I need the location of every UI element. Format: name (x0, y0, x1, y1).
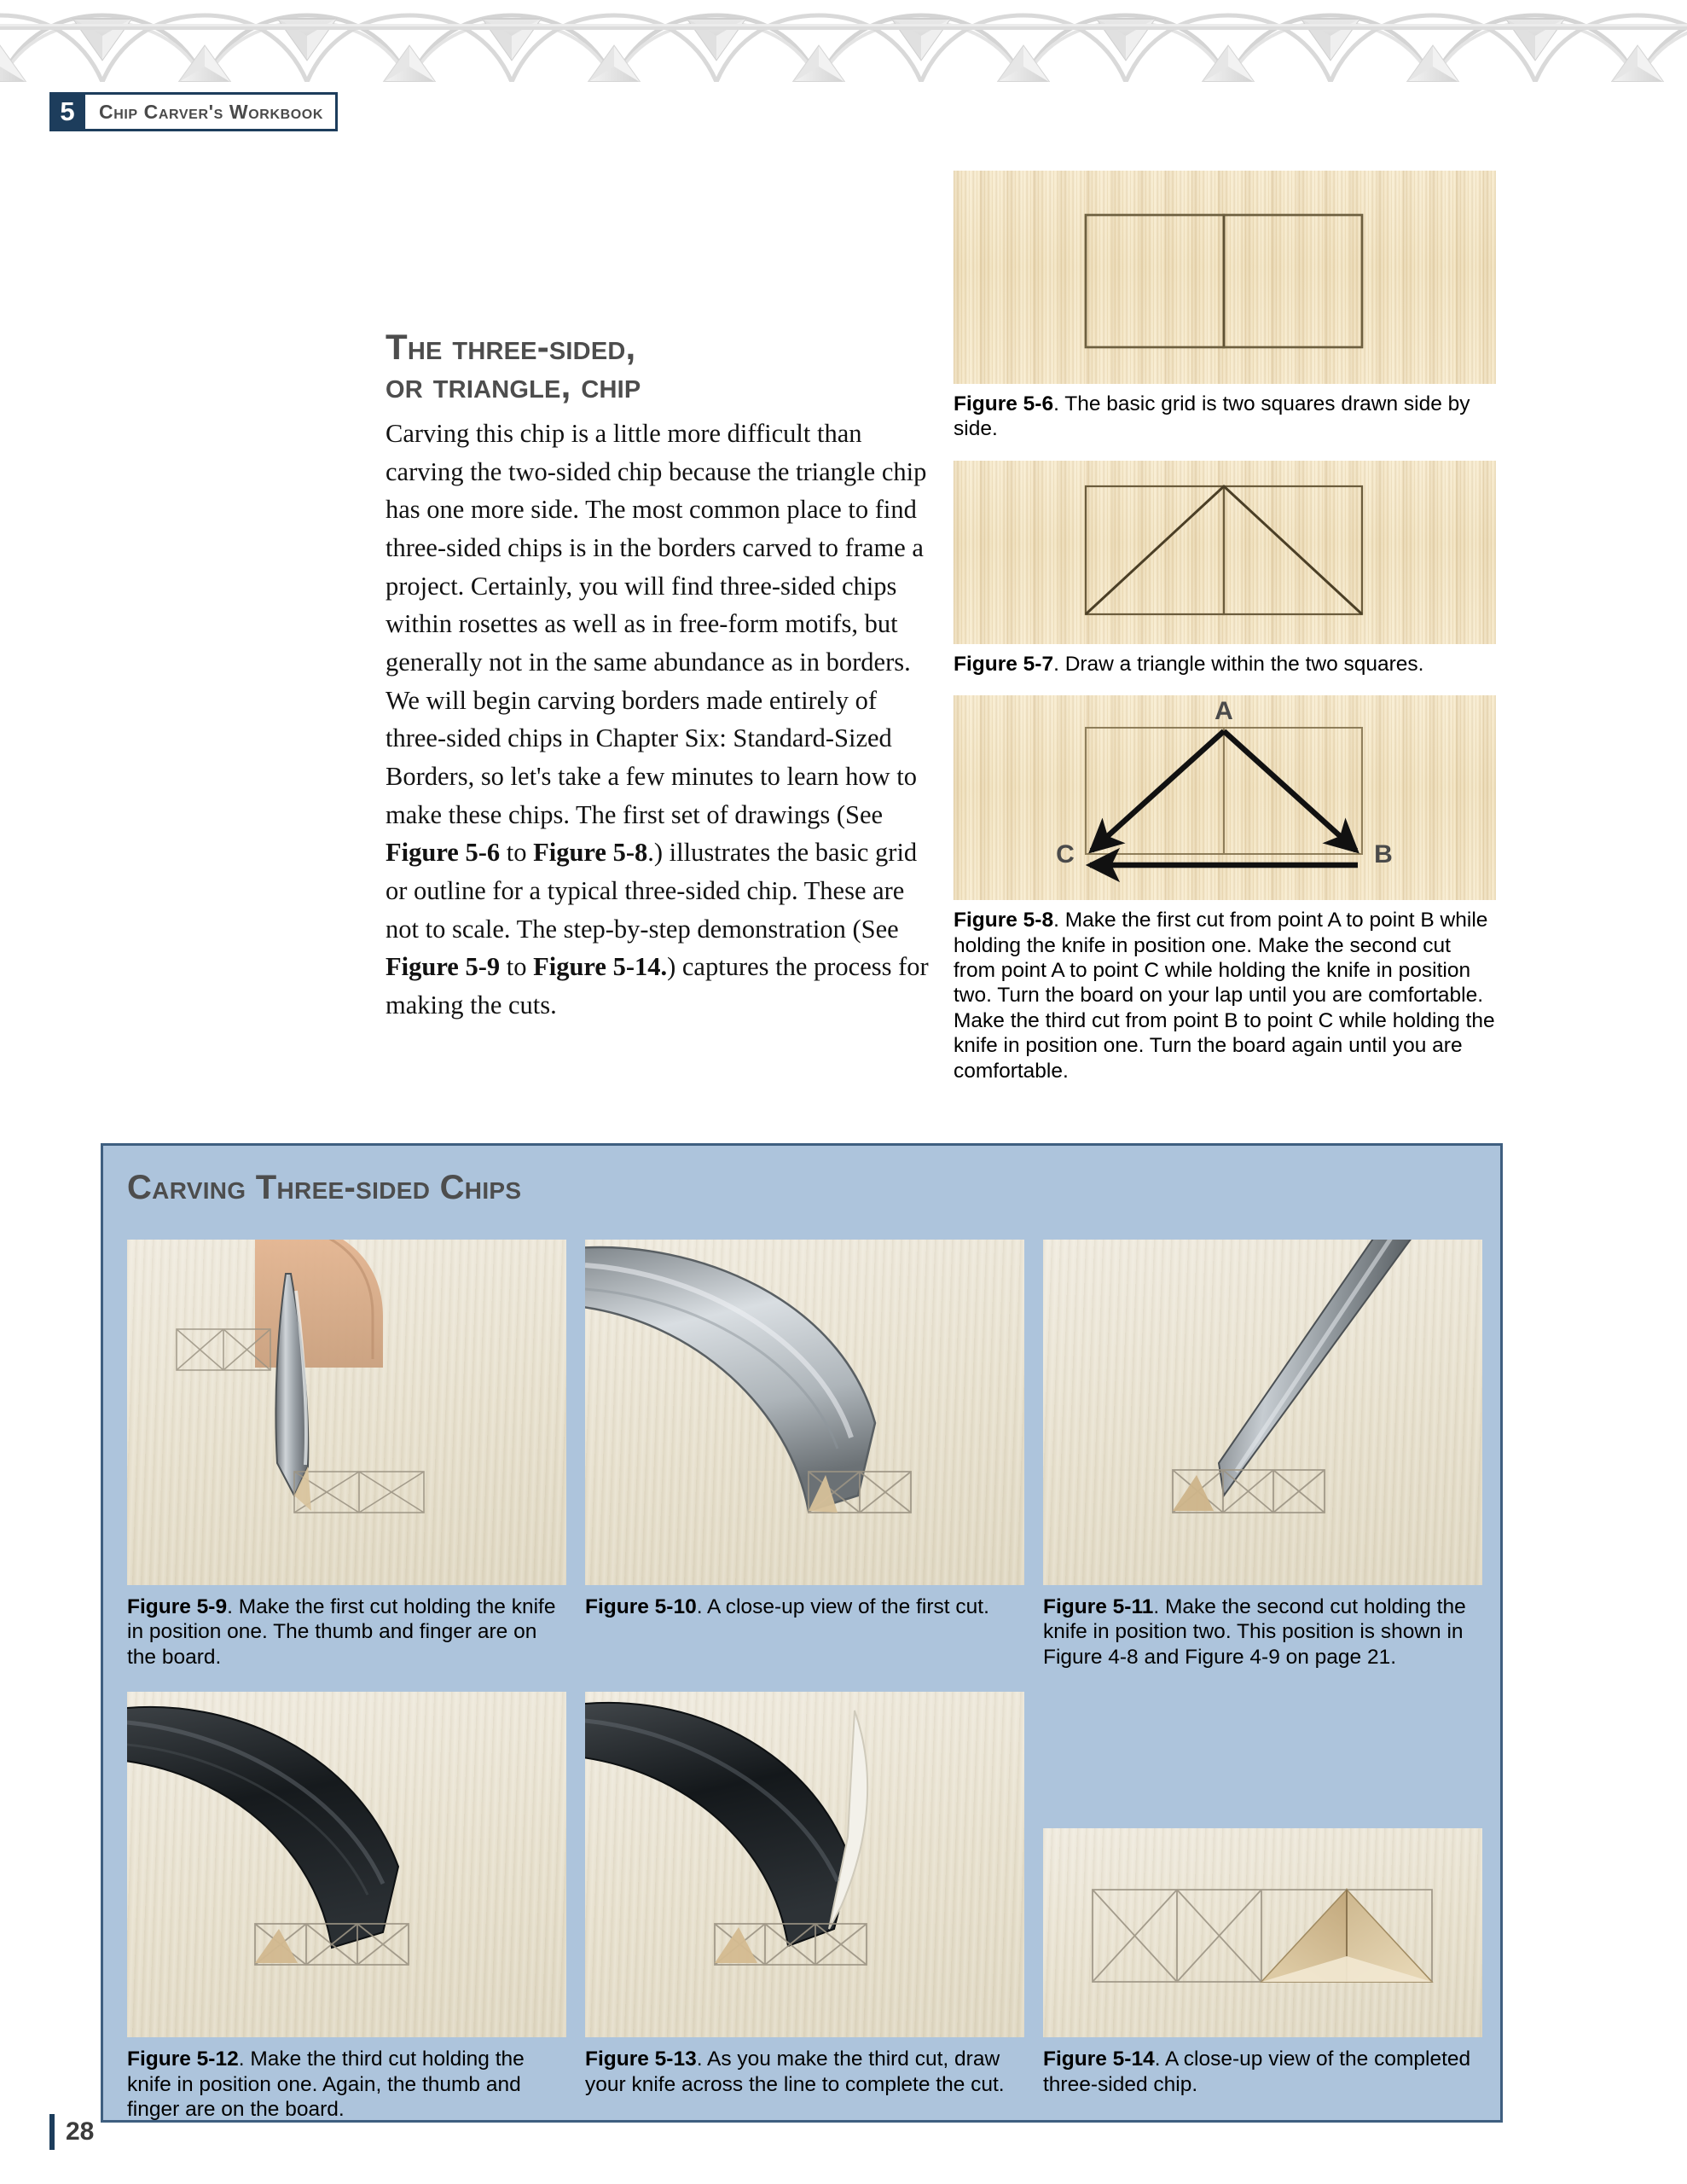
panel-row-1 (127, 1240, 1481, 1670)
figure-5-11-label: Figure 5-11 (1043, 1595, 1154, 1618)
paragraph-text-5: ) captures the process for making the cuts. (386, 952, 929, 1020)
panel-title: Carving Three-sided Chips (127, 1169, 522, 1206)
figure-5-11-caption (1043, 1594, 1482, 1670)
figure-5-12-caption-text: . Make the third cut holding the knife in position one. Again, the thumb and finger are on the board. (127, 2048, 525, 2121)
figure-reference-5-8: Figure 5-8 (533, 838, 648, 868)
figure-5-14-caption (1043, 2047, 1482, 2097)
figure-5-6-caption (954, 392, 1496, 442)
page-title-line-1: The three-sided, (386, 327, 636, 367)
panel-photo-grid (127, 1240, 1481, 2122)
carving-demo-panel (101, 1143, 1503, 2123)
paragraph-text-1: Carving this chip is a little more difficult than carving the two-sided chip because the triangle chip has one more side. The most common place to find three-sided chips is in the borders carved to frame a project. Certainly, you will find three-sided chips within rosettes as well as in free-form motifs, but generally not in the same abundance as in borders. We will begin carving borders made entirely of three-sided chips in Chapter Six: Standard-Sized Borders, so let's take a few minutes to learn how to make these chips. The first set of drawings (See (386, 419, 927, 829)
page-title (386, 328, 931, 404)
figure-5-14-cell (1043, 1692, 1482, 2122)
figure-5-10-cell (585, 1240, 1024, 1670)
first-cut-photo-drawing (127, 1240, 566, 1585)
figure-5-6-image (954, 171, 1496, 384)
panel-cell-spacer (1043, 1692, 1482, 1828)
folio-rule (49, 2114, 55, 2150)
closeup-first-cut-drawing (585, 1240, 1024, 1585)
figure-5-9-photo (127, 1240, 566, 1585)
figure-5-12-photo (127, 1692, 566, 2037)
figure-5-13-cell (585, 1692, 1024, 2122)
figure-5-12-label: Figure 5-12 (127, 2048, 239, 2071)
figure-5-13-caption (585, 2047, 1024, 2097)
figure-5-8-image (954, 695, 1496, 900)
figure-5-14-photo (1043, 1828, 1482, 2037)
figure-5-8-caption (954, 908, 1496, 1083)
page-title-line-2: or triangle, chip (386, 364, 641, 405)
paragraph-text-3: .) illustrates the basic grid or outline for a typical three-sided chip. These are not to scale. The step-by-step demonstration (See (386, 838, 918, 944)
figure-5-11-caption-text: . Make the second cut holding the knife in position two. This position is shown in Figure 4-8 and Figure 4-9 on page 21. (1043, 1595, 1466, 1669)
second-cut-drawing (1043, 1240, 1482, 1585)
figure-5-13-label: Figure 5-13 (585, 2048, 697, 2071)
figure-5-14-label: Figure 5-14 (1043, 2048, 1155, 2071)
panel-row-2 (127, 1692, 1481, 2122)
vertex-label-a: A (1215, 697, 1233, 726)
paragraph-text-2: to (500, 838, 534, 868)
paragraph-text-4: to (500, 952, 534, 982)
figure-5-7-image (954, 461, 1496, 644)
figure-5-10-caption-text: . A close-up view of the first cut. (696, 1595, 989, 1618)
running-head-title-box (85, 92, 338, 131)
completed-chip-drawing (1043, 1828, 1482, 2037)
page-footer (49, 2114, 94, 2150)
drawing-knife-across-line (585, 1692, 1024, 2037)
vertex-label-c: C (1056, 840, 1075, 869)
figure-5-10-photo (585, 1240, 1024, 1585)
vertex-label-b: B (1374, 840, 1393, 869)
figure-column (954, 171, 1496, 1102)
page-number: 28 (66, 2117, 95, 2146)
figure-5-7-label: Figure 5-7 (954, 652, 1054, 676)
figure-5-6-caption-text: . The basic grid is two squares drawn side by side. (954, 392, 1470, 441)
figure-5-6-label: Figure 5-6 (954, 392, 1054, 415)
border-pattern-svg (0, 0, 1687, 82)
figure-5-8-caption-text: . Make the first cut from point A to point B while holding the knife in position one. Make the second cut from point A to point C while holding the knife in position two. Turn the board on your lap until you are comfortable. Make the third cut from point B to point C while holding the knife in position one. Turn the board again until you are comfortable. (954, 909, 1495, 1083)
figure-5-9-caption (127, 1594, 566, 1670)
figure-5-14-caption-text: . A close-up view of the completed three-sided chip. (1043, 2048, 1471, 2096)
figure-5-10-label: Figure 5-10 (585, 1595, 697, 1618)
figure-reference-5-14: Figure 5-14. (533, 952, 668, 982)
article-text-column (386, 328, 931, 1025)
figure-5-10-caption (585, 1594, 1024, 1619)
figure-5-11-cell (1043, 1240, 1482, 1670)
figure-5-12-caption (127, 2047, 566, 2122)
figure-5-9-label: Figure 5-9 (127, 1595, 228, 1618)
figure-reference-5-6: Figure 5-6 (386, 838, 501, 868)
article-paragraph (386, 415, 931, 1025)
figure-reference-5-9: Figure 5-9 (386, 952, 501, 982)
decorative-top-border (0, 0, 1687, 82)
triangle-in-squares-drawing (954, 461, 1496, 644)
two-squares-grid-drawing (954, 171, 1496, 384)
figure-5-7-caption (954, 652, 1496, 677)
triangle-with-arrows-drawing (954, 695, 1496, 900)
third-cut-drawing (127, 1692, 566, 2037)
figure-5-9-caption-text: . Make the first cut holding the knife in position one. The thumb and finger are on the board. (127, 1595, 556, 1669)
figure-5-7-caption-text: . Draw a triangle within the two squares. (1053, 652, 1424, 676)
figure-5-8-label: Figure 5-8 (954, 909, 1054, 932)
running-head (49, 92, 338, 131)
figure-5-12-cell (127, 1692, 566, 2122)
figure-5-13-photo (585, 1692, 1024, 2037)
book-title: Chip Carver's Workbook (99, 100, 323, 123)
chapter-number-badge: 5 (49, 92, 85, 131)
figure-5-11-photo (1043, 1240, 1482, 1585)
figure-5-13-caption-text: . As you make the third cut, draw your knife across the line to complete the cut. (585, 2048, 1005, 2096)
figure-5-9-cell (127, 1240, 566, 1670)
